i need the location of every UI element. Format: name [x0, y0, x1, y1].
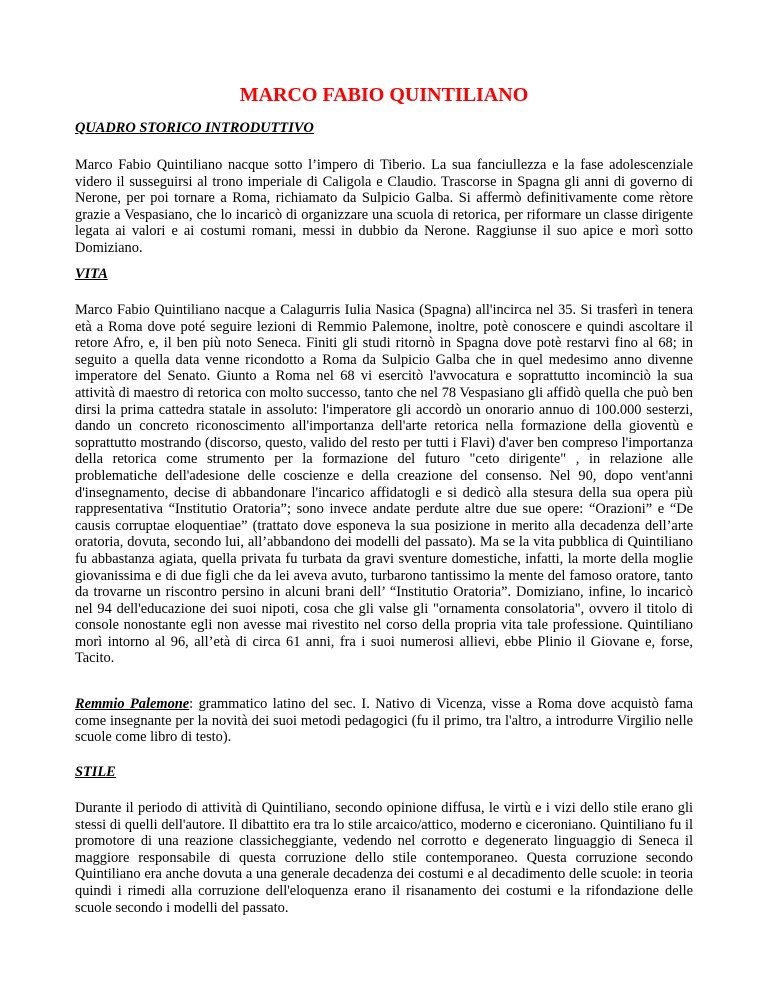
- note-text: : grammatico latino del sec. I. Nativo di Vicenza, visse a Roma dove acquistò fama come insegnante per la novità dei suoi metodi pedagogici (fu il primo, tra l'altro, a introdurre Virgilio nelle scuole come libro di testo).: [75, 696, 693, 746]
- section-heading-vita: VITA: [75, 266, 108, 282]
- note-term: Remmio Palemone: [75, 696, 190, 712]
- section-paragraph-stile: Durante il periodo di attività di Quintiliano, secondo opinione diffusa, le virtù e i vizi dello stile erano gli stessi di quelli dell'autore. Il dibattito era tra lo stile arcaico/attico, moderno e ciceroniano. Quintiliano fu il promotore di una reazione classicheggiante, vedendo nel corrotto e degenerato linguaggio di Seneca il maggiore responsabile di questa corruzione dello stile contemporaneo. Questa corruzione secondo Quintiliano era anche dovuta a una generale decadenza dei costumi e al decadimento delle scuole: in teoria quindi i rimedi alla corruzione dell'eloquenza erano il risanamento dei costumi e la rifondazione delle scuole secondo i modelli del passato.: [75, 800, 693, 916]
- section-paragraph-quadro-storico: Marco Fabio Quintiliano nacque sotto l’impero di Tiberio. La sua fanciullezza e la fase adolescenziale videro il susseguirsi al trono imperiale di Caligola e Claudio. Trascorse in Spagna gli anni di governo di Nerone, per poi tornare a Roma, richiamato da Sulpicio Galba. Si affermò definitivamente come rètore grazie a Vespasiano, che lo incaricò di organizzare una scuola di retorica, per riformare un classe dirigente legata ai valori e ai costumi romani, messi in dubbio da Nerone. Raggiunse il suo apice e morì sotto Domiziano.: [75, 157, 693, 256]
- section-heading-stile: STILE: [75, 764, 116, 780]
- page-title: MARCO FABIO QUINTILIANO: [239, 84, 529, 106]
- section-heading-quadro-storico: QUADRO STORICO INTRODUTTIVO: [75, 120, 314, 136]
- note-remmio-palemone: [75, 696, 693, 746]
- section-paragraph-vita: Marco Fabio Quintiliano nacque a Calagurris Iulia Nasica (Spagna) all'incirca nel 35. Si trasferì in tenera età a Roma dove poté seguire lezioni di Remmio Palemone, inoltre, potè conoscere e quindi ascoltare il retore Afro, e, il ben più noto Seneca. Finiti gli studi ritornò in Spagna dove potè restarvi fino al 68; in seguito a quella data venne ricondotto a Roma da Sulpicio Galba che in quel medesimo anno divenne imperatore del Senato. Giunto a Roma nel 68 vi esercitò l'avvocatura e soprattutto incominciò la sua attività di maestro di retorica con molto successo, tanto che nel 78 Vespasiano gli affidò quella che può ben dirsi la prima cattedra statale in assoluto: l'imperatore gli accordò un onorario annuo di 100.000 sesterzi, dando un concreto riconoscimento all'importanza dell'arte retorica nella formazione della gioventù e soprattutto mostrando (discorso, questo, valido del resto per tutti i Flavi) d'aver ben compreso l'importanza della retorica come strumento per la formazione del futuro "ceto dirigente" , in relazione alle problematiche dell'adesione delle coscienze e della creazione del consenso. Nel 90, dopo vent'anni d'insegnamento, decise di abbandonare l'incarico affidatogli e si dedicò alla stesura della sua opera più rappresentativa “Institutio Oratoria”; sono invece andate perdute altre due sue opere: “Orazioni” e “De causis corruptae eloquentiae” (trattato dove esponeva la sua posizione in merito alla decadenza dell’arte oratoria, dovuta, secondo lui, all’abbandono dei modelli del passato). Ma se la vita pubblica di Quintiliano fu abbastanza agiata, quella privata fu turbata da gravi sventure domestiche, infatti, la morte della moglie giovanissima e di due figli che da lei aveva avuto, turbarono tantissimo la mente del famoso oratore, tanto da trovarne un riscontro persino in alcuni brani dell’ “Institutio Oratoria”. Domiziano, infine, lo incaricò nel 94 dell'educazione dei suoi nipoti, cosa che gli valse gli "ornamenta consolatoria", ovvero il titolo di console nonostante egli non avesse mai rivestito nel corso della propria vita tale professione. Quintiliano morì intorno al 96, all’età di circa 61 anni, fra i suoi numerosi allievi, ebbe Plinio il Giovane e, forse, Tacito.: [75, 302, 693, 667]
